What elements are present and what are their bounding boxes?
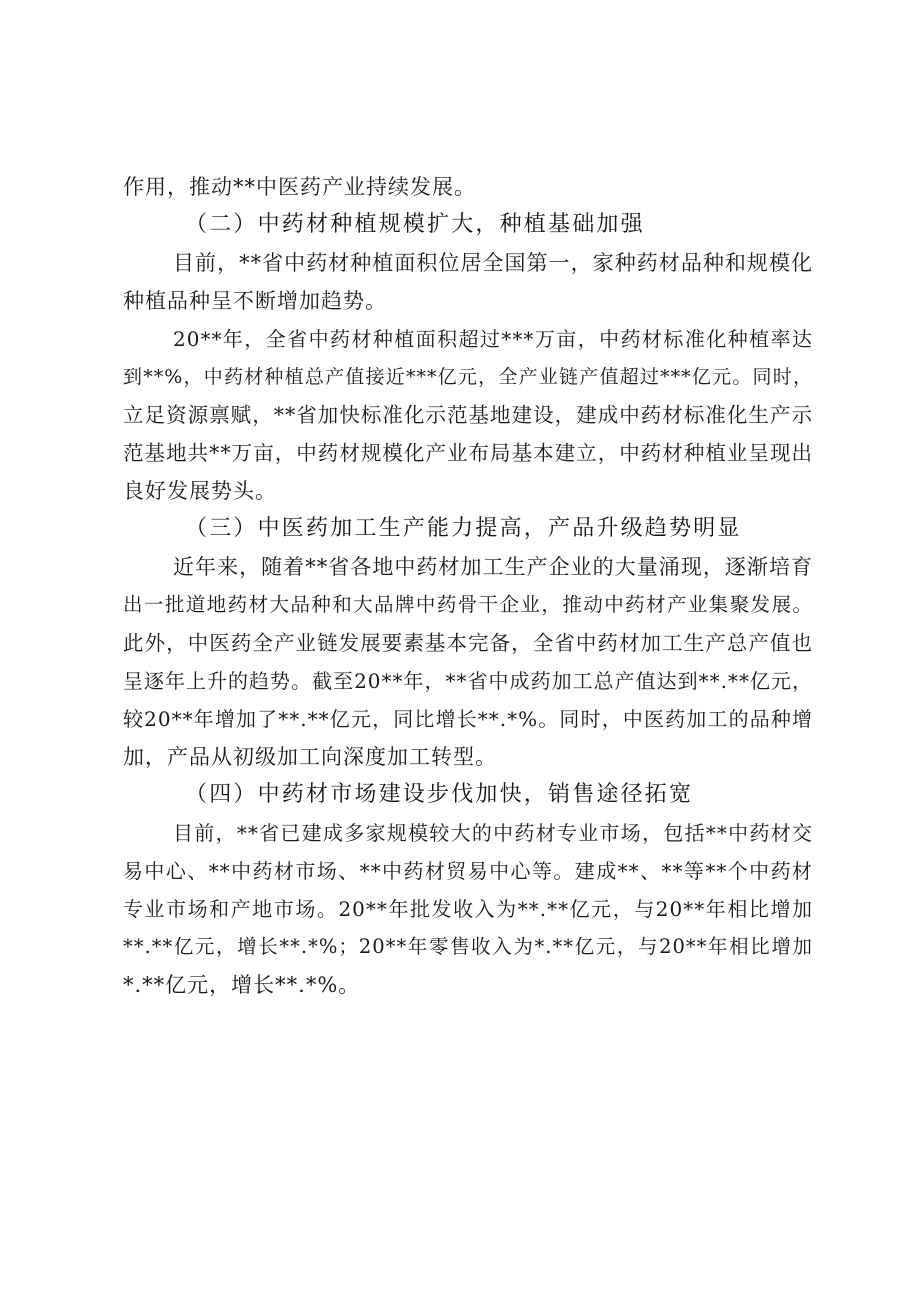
section-heading: （三）中医药加工生产能力提高，产品升级趋势明显	[185, 516, 742, 541]
document-body	[123, 168, 813, 1004]
paragraph-line: *.**亿元，增长**.*%。	[123, 973, 361, 997]
paragraph-line: 易中心、**中药材市场、**中药材贸易中心等。建成**、**等**个中药材	[123, 859, 813, 883]
section-heading: （二）中药材种植规模扩大，种植基础加强	[185, 212, 645, 237]
paragraph-line: 较20**年增加了**.**亿元，同比增长**.*%。同时，中医药加工的品种增	[123, 707, 813, 731]
paragraph-line: 20**年，全省中药材种植面积超过***万亩，中药材标准化种植率达	[173, 327, 813, 351]
paragraph-line: 近年来，随着**省各地中药材加工生产企业的大量涌现，逐渐培育	[173, 555, 813, 579]
paragraph-line: **.**亿元，增长**.*%；20**年零售收入为*.**亿元，与20**年相比增加	[123, 935, 813, 958]
paragraph-line: 作用，推动**中医药产业持续发展。	[123, 175, 476, 199]
section-heading: （四）中药材市场建设步伐加快，销售途径拓宽	[185, 782, 694, 807]
paragraph-line: 此外，中医药全产业链发展要素基本完备，全省中药材加工生产总产值也	[123, 631, 813, 655]
paragraph-line: 立足资源禀赋，**省加快标准化示范基地建设，建成中药材标准化生产示	[123, 403, 813, 427]
paragraph-line: 到**%，中药材种植总产值接近***亿元，全产业链产值超过***亿元。同时，	[123, 366, 813, 388]
paragraph-line: 范基地共**万亩，中药材规模化产业布局基本建立，中药材种植业呈现出	[123, 441, 813, 465]
paragraph-line: 目前，**省已建成多家规模较大的中药材专业市场，包括**中药材交	[173, 821, 813, 845]
paragraph-line: 种植品种呈不断增加趋势。	[123, 289, 387, 313]
paragraph-line: 目前，**省中药材种植面积位居全国第一，家种药材品种和规模化	[173, 251, 813, 275]
paragraph-line: 加，产品从初级加工向深度加工转型。	[123, 745, 497, 769]
paragraph-line: 专业市场和产地市场。20**年批发收入为**.**亿元，与20**年相比增加	[123, 897, 813, 921]
paragraph-line: 良好发展势头。	[123, 479, 277, 503]
paragraph-line: 出一批道地药材大品种和大品牌中药骨干企业，推动中药材产业集聚发展。	[123, 593, 813, 616]
paragraph-line: 呈逐年上升的趋势。截至20**年，**省中成药加工总产值达到**.**亿元，	[123, 669, 813, 693]
